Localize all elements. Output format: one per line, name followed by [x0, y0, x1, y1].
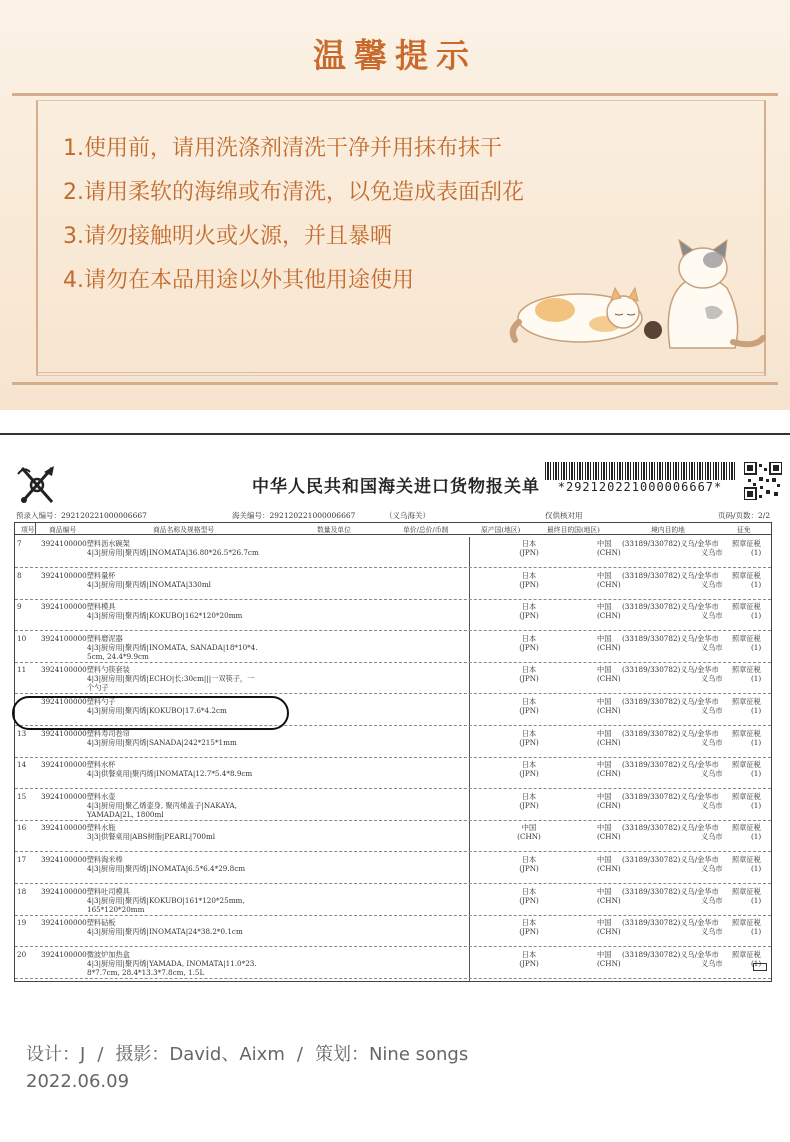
- row-dest-code: (CHN): [597, 674, 621, 684]
- table-row: [15, 821, 771, 852]
- row-code-name: [41, 634, 123, 643]
- row-dest-code: (CHN): [597, 927, 621, 937]
- row-tax-code: (1): [751, 927, 762, 937]
- row-dest-code: (CHN): [597, 548, 621, 557]
- pre-entry-number: 预录入编号：292120221000006667: [16, 511, 147, 520]
- row-domestic-city: 义乌市: [701, 769, 723, 779]
- row-origin-code: (CHN): [517, 832, 541, 842]
- row-origin: 中国: [521, 823, 537, 833]
- row-code: 3924100000: [41, 886, 87, 896]
- row-origin-code: (JPN): [519, 864, 539, 873]
- row-number: 14: [17, 760, 27, 770]
- barcode-text: *292120221000006667*: [557, 480, 723, 494]
- header-cell: 最终目的国(地区): [547, 526, 600, 534]
- row-code: 3924100000: [41, 823, 87, 833]
- row-domestic-city: 义乌市: [701, 864, 723, 873]
- row-dest: 中国: [597, 949, 612, 959]
- row-domestic-city: 义乌市: [701, 674, 723, 684]
- row-origin-code: (JPN): [519, 548, 539, 557]
- row-name: 塑料吐司模具: [86, 886, 130, 896]
- table-row: [15, 916, 771, 947]
- header-cell: 原产国(地区): [481, 526, 521, 534]
- row-dest: 中国: [597, 633, 612, 643]
- tips-title: 温馨提示: [313, 36, 477, 75]
- row-tax: 照章征税: [732, 633, 761, 643]
- row-tax-code: (1): [751, 674, 762, 684]
- frame-divider: [36, 372, 766, 373]
- row-origin: 日本: [521, 949, 537, 959]
- header-cell: 数量及单位: [317, 526, 351, 534]
- row-number: 16: [17, 823, 27, 833]
- row-number: 11: [17, 665, 27, 675]
- table-row: [15, 727, 771, 758]
- row-dest-code: (CHN): [597, 611, 621, 621]
- table-row: [15, 853, 771, 884]
- header-cell: 项号: [21, 526, 35, 534]
- row-origin-code: (JPN): [519, 927, 539, 937]
- row-spec: 4|3|厨房用|聚丙烯|KOKUBO|17.6*4.2cm: [87, 706, 227, 715]
- row-code-name: [41, 792, 116, 801]
- row-tax-code: (1): [751, 864, 762, 873]
- row-code: 3924100000: [41, 602, 87, 612]
- row-name: 塑料勺子: [86, 697, 116, 706]
- row-code-name: [41, 918, 116, 927]
- row-tax-code: (1): [751, 642, 762, 652]
- row-number: 13: [17, 728, 27, 738]
- row-dest-code: (CHN): [597, 800, 621, 810]
- row-dest: 中国: [597, 823, 612, 833]
- table-row: [15, 632, 771, 663]
- row-domestic-dest: (33189/330782)义乌/金华市: [622, 697, 719, 706]
- row-tax-code: (1): [751, 737, 762, 747]
- table-header: [15, 523, 771, 535]
- row-origin-code: (JPN): [519, 642, 539, 652]
- row-number: 17: [17, 855, 27, 864]
- row-spec: 4|3|厨房用|聚丙烯|INOMATA|36.80*26.5*26.7cm: [87, 548, 259, 557]
- row-number: 7: [17, 539, 22, 548]
- row-code-name: [41, 855, 123, 864]
- row-origin-code: (JPN): [519, 769, 539, 779]
- tip-item: 4.请勿在本品用途以外其他用途使用: [63, 268, 414, 293]
- row-spec: 4|3|厨房用|聚丙烯|YAMADA, INOMATA|11.0*23.: [87, 958, 257, 968]
- row-spec: 4|3|厨房用|聚丙烯|INOMATA|6.5*6.4*29.8cm: [87, 864, 246, 873]
- row-name: 塑料水壶: [86, 791, 116, 801]
- row-name: 塑料磨泥器: [86, 633, 123, 643]
- tips-panel: [0, 0, 790, 410]
- row-dest: 中国: [597, 602, 612, 612]
- table-row: [15, 790, 771, 821]
- cats-illustration: [505, 238, 775, 358]
- credit-separator: /: [97, 1044, 104, 1065]
- row-tax: 照章征税: [732, 728, 761, 738]
- row-dest: 中国: [597, 791, 612, 801]
- row-number: 9: [17, 602, 22, 612]
- row-domestic-city: 义乌市: [701, 800, 723, 810]
- row-dest: 中国: [597, 697, 612, 706]
- row-spec: 4|3|厨房用|聚乙烯壶身, 聚丙烯盖子|NAKAYA,: [87, 800, 237, 810]
- row-number: 15: [17, 791, 27, 801]
- table-row: [15, 663, 771, 694]
- row-number: 10: [17, 633, 27, 643]
- row-spec: 4|3|厨房用|聚丙烯|INOMATA|24*38.2*0.1cm: [87, 927, 243, 937]
- credits: [26, 1040, 468, 1066]
- row-domestic-dest: (33189/330782)义乌/金华市: [622, 791, 719, 801]
- customs-number: 海关编号：292120221000006667: [232, 511, 356, 520]
- verify-stamp: 仅供核对用: [545, 511, 583, 520]
- row-domestic-dest: (33189/330782)义乌/金华市: [622, 665, 719, 675]
- row-spec: 4|3|供餐桌用|聚丙烯|INOMATA|12.7*5.4*8.9cm: [87, 769, 253, 779]
- row-origin: 日本: [521, 539, 537, 548]
- row-tax: 照章征税: [732, 697, 761, 706]
- row-name: 塑料淘米棒: [86, 855, 123, 864]
- row-spec-cont: 个勺子: [87, 683, 109, 693]
- row-number: 8: [17, 570, 22, 580]
- row-tax: 照章征税: [732, 855, 761, 864]
- row-name: 塑料沥水碗架: [86, 539, 130, 548]
- row-origin-code: (JPN): [519, 579, 539, 589]
- row-dest-code: (CHN): [597, 769, 621, 779]
- row-spec: 4|3|厨房用|聚丙烯|KOKUBO|161*120*25mm,: [87, 895, 245, 905]
- row-code: 3924100000: [41, 918, 87, 928]
- highlight-circle: [12, 696, 289, 730]
- row-name: 塑料寿司卷帘: [86, 728, 130, 738]
- row-origin: 日本: [521, 918, 537, 928]
- row-domestic-city: 义乌市: [701, 642, 723, 652]
- row-spec-cont: 5cm, 24.4*9.9cm: [87, 651, 149, 661]
- row-spec-cont: 165*120*20mm: [87, 904, 145, 914]
- row-tax: 照章征税: [732, 949, 761, 959]
- customs-port: （义乌海关）: [385, 511, 430, 520]
- row-spec-cont: YAMADA|2L, 1800ml: [87, 809, 164, 819]
- row-code-name: [41, 602, 116, 611]
- header-cell: 境内目的地: [651, 526, 685, 534]
- row-spec: 3|3|供餐桌用|ABS树脂|PEARL|700ml: [87, 832, 216, 842]
- tip-item: 3.请勿接触明火或火源，并且暴晒: [63, 224, 392, 249]
- row-code-name: [41, 665, 130, 674]
- row-domestic-dest: (33189/330782)义乌/金华市: [622, 886, 719, 896]
- row-domestic-dest: (33189/330782)义乌/金华市: [622, 602, 719, 612]
- row-domestic-city: 义乌市: [701, 737, 723, 747]
- form-title: 中华人民共和国海关进口货物报关单: [252, 477, 540, 497]
- row-number: 20: [17, 949, 27, 959]
- row-code-name: [41, 887, 130, 896]
- row-origin: 日本: [521, 855, 537, 864]
- row-origin: 日本: [521, 728, 537, 738]
- row-code: 3924100000: [41, 855, 87, 864]
- row-spec: 4|3|厨房用|聚丙烯|ECHO|长:30cm|||一双筷子，一: [87, 674, 255, 684]
- credit-plan: 策划：Nine songs: [314, 1044, 469, 1065]
- row-domestic-dest: (33189/330782)义乌/金华市: [622, 633, 719, 643]
- row-domestic-dest: (33189/330782)义乌/金华市: [622, 539, 719, 548]
- row-name: 塑料量杯: [86, 570, 116, 580]
- row-origin-code: (JPN): [519, 737, 539, 747]
- row-domestic-city: 义乌市: [701, 958, 723, 968]
- row-origin: 日本: [521, 791, 537, 801]
- credit-design: 设计：J: [26, 1044, 86, 1065]
- row-domestic-dest: (33189/330782)义乌/金华市: [622, 823, 719, 833]
- row-name: 微波炉加热盒: [86, 949, 130, 959]
- row-code-name: [41, 539, 130, 548]
- row-code-name: [41, 823, 116, 832]
- row-dest-code: (CHN): [597, 579, 621, 589]
- row-tax-code: (1): [751, 895, 762, 905]
- row-tax-code: (1): [751, 958, 762, 968]
- table-row: [15, 569, 771, 600]
- row-origin-code: (JPN): [519, 800, 539, 810]
- row-dest: 中国: [597, 570, 612, 580]
- checkbox: [753, 963, 767, 971]
- row-tax-code: (1): [751, 800, 762, 810]
- credit-separator: /: [296, 1044, 303, 1065]
- goods-table: [14, 522, 772, 982]
- row-origin: 日本: [521, 602, 537, 612]
- header-cell: 征免: [737, 526, 751, 534]
- row-tax-code: (1): [751, 548, 762, 557]
- row-tax: 照章征税: [732, 570, 761, 580]
- header-cell: 单价/总价/币制: [403, 526, 449, 534]
- row-dest: 中国: [597, 918, 612, 928]
- row-code: 3924100000: [41, 791, 87, 801]
- row-tax: 照章征税: [732, 665, 761, 675]
- row-number: 19: [17, 918, 27, 928]
- table-row: [15, 948, 771, 979]
- row-dest-code: (CHN): [597, 895, 621, 905]
- tip-item: 1.使用前，请用洗涤剂清洗干净并用抹布抹干: [63, 136, 502, 161]
- row-dest-code: (CHN): [597, 706, 621, 715]
- row-name: 塑料模具: [86, 602, 116, 612]
- row-spec: 4|3|厨房用|聚丙烯|INOMATA, SANADA|18*10*4.: [87, 642, 258, 652]
- row-domestic-city: 义乌市: [701, 927, 723, 937]
- row-dest-code: (CHN): [597, 737, 621, 747]
- row-domestic-city: 义乌市: [701, 548, 723, 557]
- row-domestic-city: 义乌市: [701, 832, 723, 842]
- row-code-name: [41, 760, 116, 769]
- row-tax: 照章征税: [732, 886, 761, 896]
- row-tax: 照章征税: [732, 918, 761, 928]
- row-domestic-dest: (33189/330782)义乌/金华市: [622, 570, 719, 580]
- row-origin-code: (JPN): [519, 611, 539, 621]
- credit-photo: 摄影：David、Aixm: [115, 1044, 285, 1065]
- row-origin-code: (JPN): [519, 674, 539, 684]
- row-tax-code: (1): [751, 611, 762, 621]
- table-row: [15, 600, 771, 631]
- barcode: [545, 462, 735, 480]
- page-count: 页码/页数：2/2: [718, 511, 771, 520]
- header-cell: 商品编号: [49, 526, 77, 534]
- row-dest-code: (CHN): [597, 642, 621, 652]
- row-code: 3924100000: [41, 949, 87, 959]
- row-origin: 日本: [521, 886, 537, 896]
- row-tax: 照章征税: [732, 823, 761, 833]
- row-origin: 日本: [521, 697, 537, 706]
- row-spec: 4|3|厨房用|聚丙烯|KOKUBO|162*120*20mm: [87, 611, 243, 621]
- row-code: 3924100000: [41, 539, 87, 548]
- row-domestic-city: 义乌市: [701, 611, 723, 621]
- row-origin: 日本: [521, 760, 537, 770]
- table-row: [15, 758, 771, 789]
- row-dest: 中国: [597, 539, 612, 548]
- row-code-name: [41, 571, 116, 580]
- row-origin-code: (JPN): [519, 958, 539, 968]
- tip-item: 2.请用柔软的海绵或布清洗，以免造成表面刮花: [63, 180, 524, 205]
- row-code-name: [41, 950, 130, 959]
- row-dest-code: (CHN): [597, 958, 621, 968]
- row-tax: 照章征税: [732, 760, 761, 770]
- row-domestic-dest: (33189/330782)义乌/金华市: [622, 728, 719, 738]
- row-code: 3924100000: [41, 570, 87, 580]
- row-code: 3924100000: [41, 728, 87, 738]
- customs-emblem-icon: [14, 462, 60, 508]
- qr-code-icon: [744, 462, 782, 500]
- row-tax: 照章征税: [732, 539, 761, 548]
- column-divider: [35, 523, 36, 535]
- row-origin-code: (JPN): [519, 895, 539, 905]
- row-number: 18: [17, 886, 27, 896]
- row-domestic-city: 义乌市: [701, 706, 723, 715]
- row-dest: 中国: [597, 665, 612, 675]
- row-domestic-dest: (33189/330782)义乌/金华市: [622, 760, 719, 770]
- publish-date: 2022.06.09: [26, 1071, 130, 1092]
- row-dest: 中国: [597, 886, 612, 896]
- row-dest: 中国: [597, 760, 612, 770]
- row-code: 3924100000: [41, 665, 87, 675]
- row-origin: 日本: [521, 570, 537, 580]
- row-tax-code: (1): [751, 832, 762, 842]
- row-domestic-city: 义乌市: [701, 579, 723, 589]
- row-dest-code: (CHN): [597, 832, 621, 842]
- row-tax-code: (1): [751, 769, 762, 779]
- table-row: [15, 537, 771, 568]
- row-dest-code: (CHN): [597, 864, 621, 873]
- row-name: 塑料水瓶: [86, 823, 116, 833]
- row-code: 3924100000: [41, 760, 87, 770]
- row-spec: 4|3|厨房用|聚丙烯|INOMATA|330ml: [87, 579, 211, 589]
- row-name: 塑料水杯: [86, 760, 116, 770]
- row-origin-code: (JPN): [519, 706, 539, 715]
- row-tax-code: (1): [751, 579, 762, 589]
- row-domestic-city: 义乌市: [701, 895, 723, 905]
- row-domestic-dest: (33189/330782)义乌/金华市: [622, 949, 719, 959]
- row-domestic-dest: (33189/330782)义乌/金华市: [622, 855, 719, 864]
- row-tax-code: (1): [751, 706, 762, 715]
- row-origin: 日本: [521, 633, 537, 643]
- row-spec: 4|3|厨房用|聚丙烯|SANADA|242*215*1mm: [87, 737, 237, 747]
- row-domestic-dest: (33189/330782)义乌/金华市: [622, 918, 719, 928]
- row-code: 3924100000: [41, 633, 87, 643]
- row-dest: 中国: [597, 855, 612, 864]
- row-code: 3924100000: [41, 697, 87, 706]
- row-name: 塑料砧板: [86, 918, 116, 928]
- row-tax: 照章征税: [732, 602, 761, 612]
- row-tax: 照章征税: [732, 791, 761, 801]
- table-row: [15, 885, 771, 916]
- header-cell: 商品名称及规格型号: [153, 526, 215, 534]
- row-name: 塑料勺筷套装: [86, 665, 130, 675]
- row-dest: 中国: [597, 728, 612, 738]
- row-origin: 日本: [521, 665, 537, 675]
- row-spec-cont: 8*7.7cm, 28.4*13.3*7.8cm, 1.5L: [87, 967, 205, 977]
